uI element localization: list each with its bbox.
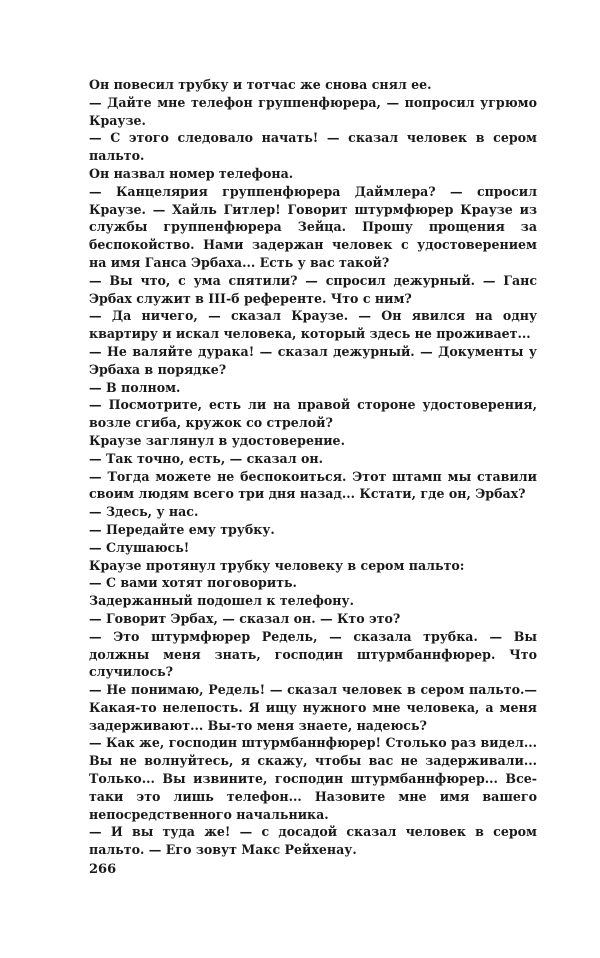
paragraph: — С вами хотят поговорить. — [89, 575, 297, 591]
paragraph: — Передайте ему трубку. — [89, 521, 275, 537]
paragraph: — Тогда можете не беспокоиться. Этот штамп мы ставили своим людям всего три дня назад... Кстати, где он, Эрбах? — [89, 468, 537, 502]
paragraph: Он назвал номер телефона. — [89, 165, 294, 181]
paragraph: — Так точно, есть, — сказал он. — [89, 450, 323, 466]
paragraph: — И вы туда же! — с досадой сказал человек в сером пальто. — Его зовут Макс Рейхенау. — [89, 824, 537, 858]
paragraph: — Не валяйте дурака! — сказал дежурный. — Документы у Эрбаха в порядке? — [89, 343, 537, 377]
paragraph: — Это штурмфюрер Редель, — сказала трубка. — Вы должны меня знать, господин штурмбаннфюрер. Что случилось? — [89, 628, 537, 680]
paragraph: — Вы что, с ума спятили? — спросил дежурный. — Ганс Эрбах служит в III-б референте. Что с ним? — [89, 272, 537, 306]
paragraph: — В полном. — [89, 379, 181, 395]
paragraph: Он повесил трубку и тотчас же снова снял ее. — [89, 77, 432, 92]
paragraph: Задержанный подошел к телефону. — [89, 593, 354, 609]
paragraph: — Слушаюсь! — [89, 539, 190, 555]
paragraph: — Канцелярия группенфюрера Даймлера? — спросил Краузе. — Хайль Гитлер! Говорит штурмфюрер Краузе из службы группенфюрера Зейца. Прошу прощения за беспокойство. Нами задержан человек с удостоверением на имя Ганса Эрбаха... Есть у вас такой? — [89, 183, 537, 270]
paragraph: — Посмотрите, есть ли на правой стороне удостоверения, возле сгиба, кружок со стрелой? — [89, 397, 537, 431]
paragraph: Краузе протянул трубку человеку в сером пальто: — [89, 557, 465, 573]
paragraph: — Здесь, у нас. — [89, 504, 199, 520]
paragraph: — Дайте мне телефон группенфюрера, — попросил угрюмо Краузе. — [89, 94, 537, 128]
paragraph: — Да ничего, — сказал Краузе. — Он явился на одну квартиру и искал человека, который здесь не проживает... — [89, 308, 537, 342]
page-number: 266 — [89, 862, 117, 877]
page-body-text — [89, 76, 537, 859]
paragraph: — Как же, господин штурмбаннфюрер! Столько раз видел... Вы не волнуйтесь, я скажу, чтобы вас не задерживали... Только... Вы извините, господин штурмбаннфюрер... Все-таки это лишь телефон... Назовите мне имя вашего непосредственного начальника. — [89, 735, 537, 822]
paragraph: — С этого следовало начать! — сказал человек в сером пальто. — [89, 130, 537, 164]
paragraph: Краузе заглянул в удостоверение. — [89, 432, 345, 448]
paragraph: — Говорит Эрбах, — сказал он. — Кто это? — [89, 610, 401, 626]
paragraph: — Не понимаю, Редель! — сказал человек в сером пальто.— Какая-то нелепость. Я ищу нужного мне человека, а меня задерживают... Вы-то меня знаете, надеюсь? — [89, 682, 537, 733]
